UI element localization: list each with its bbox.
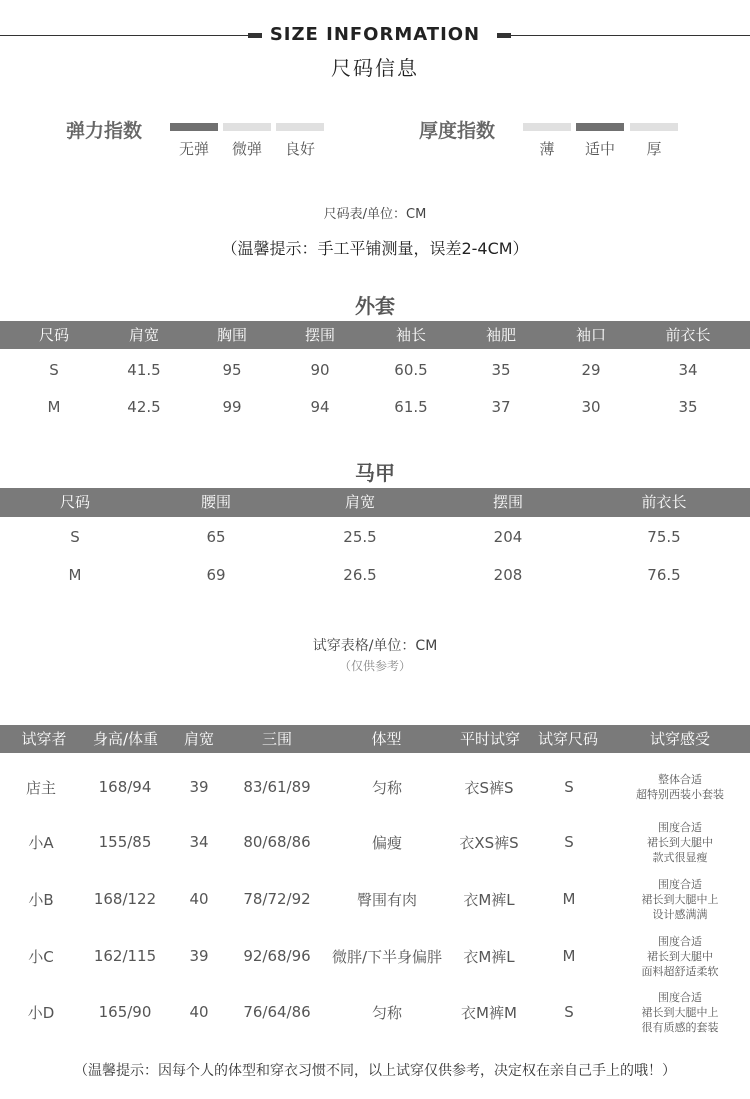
tryon-feel-line: 款式很显瘦: [652, 850, 708, 864]
tryon-height-weight: 168/122: [93, 890, 157, 908]
tryon-header-cell: 试穿尺码: [537, 730, 598, 748]
vest-header-cell: 肩宽: [344, 493, 375, 511]
tryon-body: 匀称: [371, 1003, 402, 1022]
footer-tip: （温馨提示：因每个人的体型和穿衣习惯不同，以上试穿仅供参考，决定权在亲自己手上的哦！）: [74, 1063, 676, 1079]
tryon-usual: 衣M裤M: [461, 1003, 517, 1022]
tryon-name: 小D: [27, 1003, 55, 1022]
jacket-cell: 99: [222, 398, 242, 416]
title-en: SIZE INFORMATION: [269, 24, 481, 45]
tryon-bwh: 83/61/89: [243, 778, 311, 796]
tryon-row-3: [0, 932, 750, 980]
tryon-shoulder: 40: [189, 1003, 209, 1021]
tryon-row-1: [0, 818, 750, 866]
tryon-header-cell: 身高/体重: [92, 730, 159, 748]
tryon-bwh: 92/68/96: [243, 947, 311, 965]
vest-row-m: [0, 566, 750, 584]
tryon-subnote: （仅供参考）: [338, 659, 411, 673]
vest-title: 马甲: [355, 461, 395, 485]
jacket-header-cell: 袖长: [395, 326, 426, 344]
tryon-header-cell: 试穿者: [21, 730, 67, 748]
jacket-cell: 60.5: [394, 361, 428, 379]
jacket-row-s: [0, 361, 750, 379]
tryon-header-cell: 体型: [371, 730, 402, 748]
vest-row-s: [0, 528, 750, 546]
elasticity-bar-0: [170, 123, 218, 131]
jacket-cell: 35: [678, 398, 698, 416]
thickness-option-0: 薄: [539, 140, 555, 158]
tryon-feel-line: 围度合适: [658, 934, 702, 948]
tryon-shoulder: 39: [189, 778, 209, 796]
tryon-row-0: [0, 764, 750, 810]
tryon-body: 匀称: [371, 778, 402, 797]
tryon-name: 小C: [28, 947, 54, 966]
vest-cell: 65: [206, 528, 226, 546]
measure-tip: （温馨提示：手工平铺测量，误差2-4CM）: [221, 239, 529, 258]
jacket-header-cell: 袖口: [575, 326, 606, 344]
jacket-cell: 95: [222, 361, 242, 379]
vest-cell: S: [70, 528, 80, 546]
jacket-cell: 30: [581, 398, 601, 416]
tryon-feel-line: 裙长到大腿中上: [641, 892, 719, 906]
vest-cell: 69: [206, 566, 226, 584]
tryon-feel: [610, 820, 750, 865]
jacket-cell: 37: [491, 398, 511, 416]
jacket-header-cell: 袖肥: [485, 326, 516, 344]
jacket-header-cell: 尺码: [38, 326, 69, 344]
tryon-body: 臀围有肉: [356, 890, 417, 909]
vest-table-header: [0, 488, 750, 517]
tryon-header-cell: 试穿感受: [649, 730, 710, 748]
tryon-feel-line: 整体合适: [658, 773, 702, 786]
jacket-cell: 42.5: [127, 398, 161, 416]
tryon-feel-line: 围度合适: [658, 877, 702, 891]
jacket-cell: 61.5: [394, 398, 428, 416]
tryon-name: 小A: [28, 833, 54, 852]
jacket-cell: S: [49, 361, 59, 379]
jacket-table-header: [0, 321, 750, 349]
tryon-feel-line: 裙长到大腿中: [647, 949, 713, 963]
jacket-header-cell: 前衣长: [665, 326, 711, 344]
tryon-bwh: 78/72/92: [243, 890, 311, 908]
tryon-size: S: [564, 833, 574, 851]
vest-header-cell: 前衣长: [641, 493, 687, 511]
tryon-name: 小B: [28, 890, 54, 909]
vest-cell: 204: [493, 528, 523, 546]
tryon-row-2: [0, 875, 750, 923]
tryon-feel-line: 裙长到大腿中上: [641, 1005, 719, 1019]
jacket-cell: M: [47, 398, 61, 416]
tryon-feel: [610, 877, 750, 922]
thickness-option-2: 厚: [646, 140, 662, 158]
vest-header-cell: 尺码: [59, 493, 90, 511]
tryon-size: M: [562, 890, 576, 908]
elasticity-bar-2: [276, 123, 324, 131]
jacket-cell: 29: [581, 361, 601, 379]
elasticity-option-2: 良好: [284, 140, 315, 158]
tryon-shoulder: 40: [189, 890, 209, 908]
tryon-usual: 衣XS裤S: [459, 833, 519, 852]
tryon-height-weight: 155/85: [98, 833, 152, 851]
tryon-height-weight: 162/115: [93, 947, 157, 965]
elasticity-bar-1: [223, 123, 271, 131]
tryon-feel-line: 围度合适: [658, 990, 702, 1004]
tryon-feel-line: 超特别西装小套装: [636, 788, 724, 801]
tryon-feel-line: 裙长到大腿中: [647, 835, 713, 849]
tryon-table-header: [0, 725, 750, 753]
vest-header-cell: 腰围: [200, 493, 231, 511]
thickness-label: 厚度指数: [419, 120, 496, 142]
vest-cell: 26.5: [343, 566, 377, 584]
jacket-cell: 41.5: [127, 361, 161, 379]
tryon-size: S: [564, 778, 574, 796]
tryon-usual: 衣M裤L: [463, 947, 515, 966]
tryon-size: M: [562, 947, 576, 965]
thickness-bar-1: [576, 123, 624, 131]
vest-cell: M: [68, 566, 82, 584]
tryon-feel: [610, 772, 750, 802]
tryon-feel-line: 很有质感的套装: [641, 1020, 719, 1034]
tryon-height-weight: 165/90: [98, 1003, 152, 1021]
tryon-header-cell: 肩宽: [183, 730, 214, 748]
jacket-cell: 90: [310, 361, 330, 379]
tryon-usual: 衣M裤L: [463, 890, 515, 909]
jacket-header-cell: 肩宽: [128, 326, 159, 344]
tryon-height-weight: 168/94: [98, 778, 152, 796]
thickness-bar-0: [523, 123, 571, 131]
elasticity-option-1: 微弹: [231, 140, 262, 158]
tryon-size: S: [564, 1003, 574, 1021]
tryon-bwh: 76/64/86: [243, 1003, 311, 1021]
jacket-cell: 94: [310, 398, 330, 416]
tryon-feel-line: 设计感满满: [652, 907, 708, 921]
jacket-cell: 35: [491, 361, 511, 379]
vest-cell: 75.5: [647, 528, 681, 546]
thickness-option-1: 适中: [584, 140, 615, 158]
jacket-header-cell: 胸围: [216, 326, 247, 344]
vest-cell: 25.5: [343, 528, 377, 546]
tryon-note: 试穿表格/单位：CM: [312, 638, 438, 654]
elasticity-label: 弹力指数: [66, 120, 143, 142]
tryon-body: 偏瘦: [371, 833, 402, 852]
jacket-header-cell: 摆围: [304, 326, 335, 344]
tryon-row-4: [0, 988, 750, 1036]
tryon-feel: [610, 934, 750, 979]
elasticity-option-0: 无弹: [178, 140, 209, 158]
tryon-header-cell: 三围: [261, 730, 292, 748]
vest-cell: 76.5: [647, 566, 681, 584]
thickness-bar-2: [630, 123, 678, 131]
jacket-cell: 34: [678, 361, 698, 379]
jacket-title: 外套: [355, 294, 395, 318]
tryon-bwh: 80/68/86: [243, 833, 311, 851]
tryon-header-cell: 平时试穿: [459, 730, 520, 748]
jacket-row-m: [0, 398, 750, 416]
tryon-usual: 衣S裤S: [464, 778, 514, 797]
tryon-name: 店主: [25, 778, 56, 797]
tryon-body: 微胖/下半身偏胖: [331, 947, 443, 966]
vest-header-cell: 摆围: [492, 493, 523, 511]
vest-cell: 208: [493, 566, 523, 584]
title-cn: 尺码信息: [331, 56, 419, 80]
tryon-shoulder: 39: [189, 947, 209, 965]
tryon-feel-line: 围度合适: [658, 820, 702, 834]
tryon-feel: [610, 990, 750, 1035]
tryon-shoulder: 34: [189, 833, 209, 851]
size-table-note: 尺码表/单位：CM: [323, 207, 427, 222]
tryon-feel-line: 面料超舒适柔软: [641, 964, 719, 978]
